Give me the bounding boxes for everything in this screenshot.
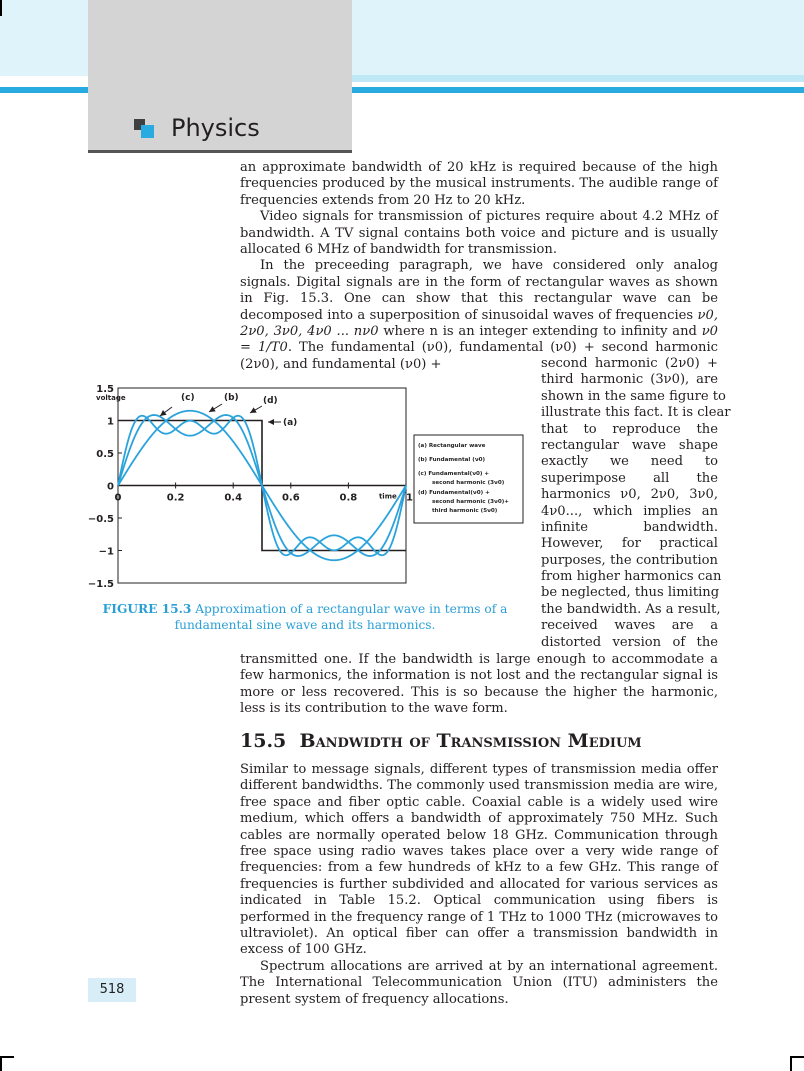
figure-caption-label: FIGURE 15.3 bbox=[102, 602, 192, 616]
body-text-after-figure bbox=[240, 652, 718, 718]
y-tick-label: −1 bbox=[98, 546, 114, 558]
side-text-line: illustrate this fact. It is clear bbox=[541, 405, 731, 421]
legend-entry: (c) Fundamental(ν0) + bbox=[418, 471, 490, 477]
series-tag-label: (c) bbox=[181, 393, 195, 403]
x-tick-label: 0.4 bbox=[224, 492, 243, 504]
series-tag-label: (a) bbox=[283, 418, 298, 428]
x-tick-label: 1 bbox=[406, 492, 413, 504]
figure-15-3-chart bbox=[80, 378, 525, 593]
side-text-line: 4ν0..., which implies an bbox=[541, 503, 718, 519]
paragraph: Spectrum allocations are arrived at by an international agreement. The International Telecommunication Union (ITU) administers the present system of frequency allocations. bbox=[240, 958, 718, 1007]
x-tick-label: 0.8 bbox=[339, 492, 358, 504]
y-tick-label: 1.5 bbox=[96, 384, 114, 395]
x-tick-label: 0 bbox=[114, 492, 122, 504]
series-tag-label: (d) bbox=[263, 396, 278, 406]
figure-caption bbox=[95, 601, 515, 633]
y-tick-label: 0.5 bbox=[96, 449, 114, 460]
section-heading bbox=[240, 730, 642, 752]
side-text-line: that to reproduce the bbox=[541, 421, 718, 437]
side-text-line: distorted version of the bbox=[541, 634, 718, 650]
crop-mark bbox=[790, 1057, 792, 1071]
y-tick-label: −0.5 bbox=[87, 514, 114, 525]
side-text-line: from higher harmonics can bbox=[541, 569, 722, 585]
x-tick-label: 0.2 bbox=[166, 492, 185, 504]
crop-mark bbox=[0, 0, 2, 16]
crop-mark bbox=[0, 1057, 2, 1071]
paragraph: transmitted one. If the bandwidth is large enough to accommodate a few harmonics, the information is not lost and the rectangular signal is more or less recovered. This is so because the higher the harmonic, less is its contribution to the wave form. bbox=[240, 652, 718, 717]
legend-entry: (a) Rectangular wave bbox=[418, 443, 486, 449]
annotation-arrow-head bbox=[209, 406, 216, 412]
crop-mark bbox=[0, 1056, 14, 1058]
legend-entry: (b) Fundamental (ν0) bbox=[418, 457, 486, 463]
x-axis-label: time bbox=[378, 492, 397, 501]
series-tag-label: (b) bbox=[224, 393, 239, 403]
side-text-line: rectangular wave shape bbox=[541, 437, 718, 453]
side-text-line: However, for practical bbox=[541, 536, 718, 552]
x-tick-label: 0.6 bbox=[281, 492, 300, 504]
side-text-line: purposes, the contribution bbox=[541, 552, 718, 568]
side-text-column bbox=[541, 356, 731, 651]
side-text-line: infinite bandwidth. bbox=[541, 519, 718, 535]
y-tick-label: 1 bbox=[107, 416, 114, 428]
legend-entry: third harmonic (5ν0) bbox=[432, 508, 498, 514]
body-text-top bbox=[240, 160, 718, 373]
legend-entry: (d) Fundamental(ν0) + bbox=[418, 490, 490, 496]
section-title: Bandwidth of Transmission Medium bbox=[299, 730, 642, 752]
paragraph: an approximate bandwidth of 20 kHz is required because of the high frequencies produced by the musical instruments. The audible range of frequencies extends from 20 Hz to 20 kHz. bbox=[240, 160, 718, 208]
legend-entry: second harmonic (3ν0) bbox=[432, 480, 505, 486]
paragraph: Video signals for transmission of pictures require about 4.2 MHz of bandwidth. A TV signal contains both voice and picture and is usually allocated 6 MHz of bandwidth for transmission. bbox=[240, 209, 718, 258]
annotation-arrow-head bbox=[268, 419, 274, 425]
logo-square-blue-icon bbox=[141, 125, 154, 138]
legend-entry: second harmonic (3ν0)+ bbox=[432, 499, 509, 505]
side-text-line: exactly we need to bbox=[541, 454, 718, 470]
y-tick-label: −1.5 bbox=[87, 579, 114, 590]
side-text-line: second harmonic (2ν0) + bbox=[541, 356, 718, 371]
y-tick-label: 0 bbox=[107, 481, 114, 493]
paragraph-rectangular-wave: In the preceeding paragraph, we have considered only analog signals. Digital signals are in the form of rectangular waves as shown in Fig. 15.3. One can show that this rectangular wave can be decomposed into a superposition of sinusoidal waves of frequencies ν0, 2ν0, 3ν0, 4ν0 ... nν0 where n is an integer extending to infinity and ν0 = 1/T0. The fundamental (ν0), fundamental (ν0) + second harmonic (2ν0), and fundamental (ν0) + bbox=[240, 258, 719, 372]
header-stripe-light bbox=[352, 75, 804, 82]
section-number: 15.5 bbox=[240, 730, 287, 752]
side-text-line: superimpose all the bbox=[541, 470, 718, 486]
side-text-line: shown in the same figure to bbox=[541, 388, 726, 404]
side-text-line: received waves are a bbox=[541, 618, 718, 634]
header-rule bbox=[88, 150, 352, 153]
side-text-line: third harmonic (3ν0), are bbox=[541, 372, 718, 388]
page-number: 518 bbox=[99, 982, 125, 997]
side-text-line: harmonics ν0, 2ν0, 3ν0, bbox=[541, 487, 718, 503]
figure-caption-text: Approximation of a rectangular wave in terms of a fundamental sine wave and its harmonics. bbox=[174, 602, 508, 632]
subject-title: Physics bbox=[171, 114, 260, 142]
side-text-line: the bandwidth. As a result, bbox=[541, 601, 721, 617]
paragraph: Similar to message signals, different types of transmission media offer different bandwidths. The commonly used transmission media are wire, free space and fiber optic cable. Coaxial cable is a widely used wire medium, which offers a bandwidth of approximately 750 MHz. Such cables are normally operated below 18 GHz. Communication through free space using radio waves takes place over a very wide range of frequencies: from a few hundreds of kHz to a few GHz. This range of frequencies is further subdivided and allocated for various services as indicated in Table 15.2. Optical communication using fibers is performed in the frequency range of 1 THz to 1000 THz (microwaves to ultraviolet). An optical fiber can offer a transmission bandwidth in excess of 100 GHz. bbox=[240, 762, 718, 958]
body-text-bottom bbox=[240, 762, 718, 1008]
y-axis-label: voltage bbox=[96, 394, 126, 402]
side-text-line: be neglected, thus limiting bbox=[541, 585, 720, 601]
crop-mark bbox=[790, 1056, 804, 1058]
annotation-arrow-head bbox=[160, 410, 167, 416]
